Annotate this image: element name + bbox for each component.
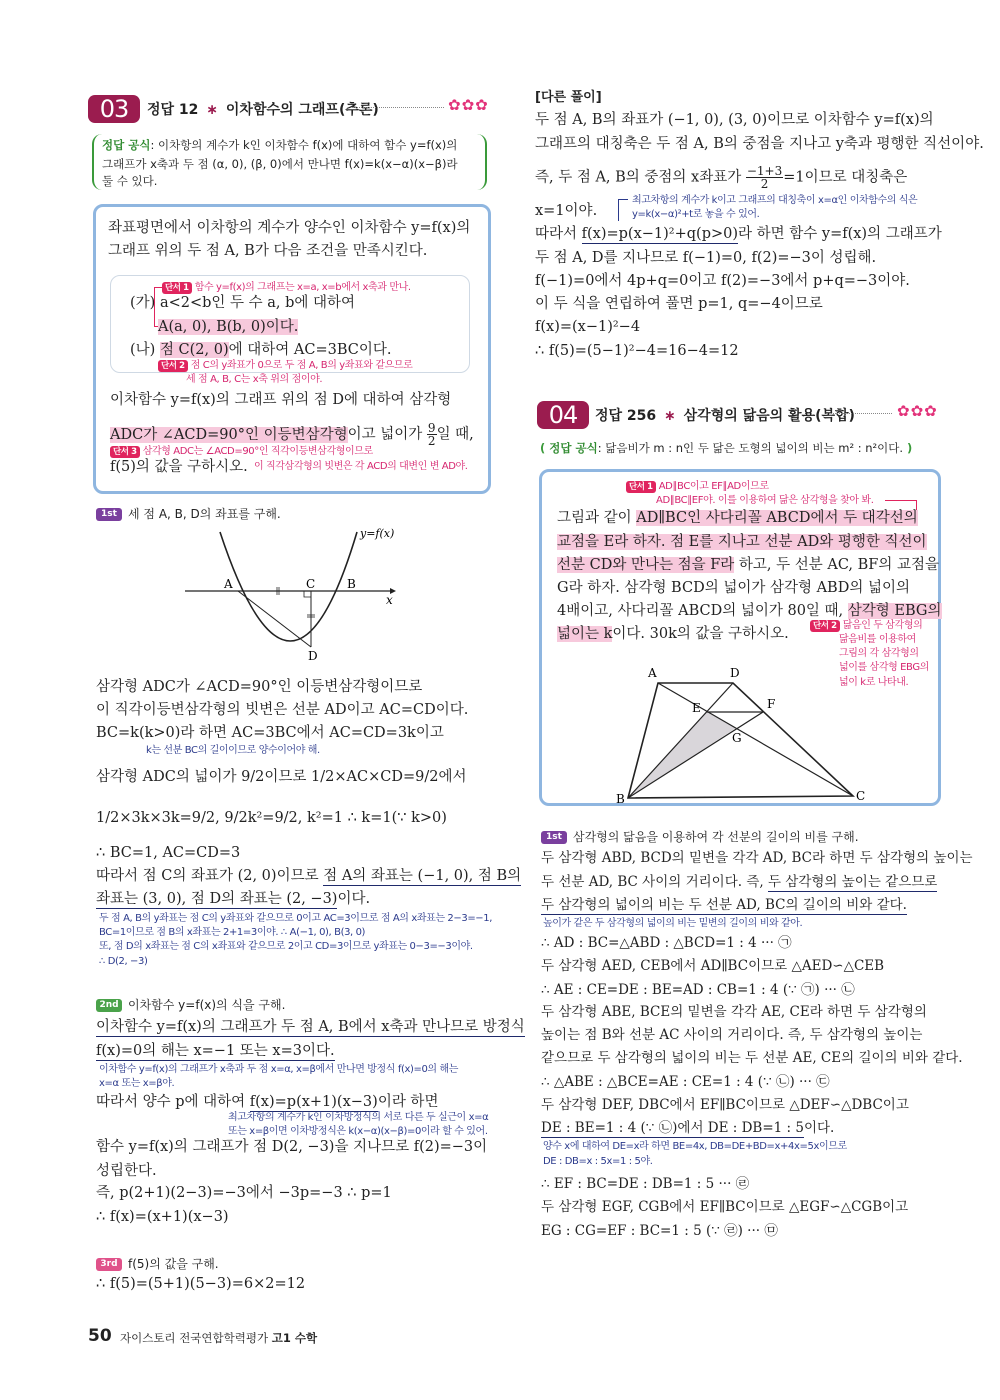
- alt-line-5b: f(x)=p(x−1)²+q(p>0): [581, 226, 739, 242]
- q04-line-5a: 4배이고, 사다리꼴 ABCD의 넓이가 80일 때,: [557, 603, 848, 619]
- frac-num: −1+3: [746, 164, 783, 178]
- body-2-text: 이고 넓이가: [347, 426, 423, 443]
- step2-line-7: ∴ f(x)=(x+1)(x−3): [96, 1209, 229, 1225]
- fraction-9-2: [427, 422, 437, 447]
- q04-hint-2: [810, 619, 922, 632]
- q04-step1-line-3-text: 두 삼각형의 넓이의 비는 두 선분 AD, BC의 길이의 비와 같다.: [541, 897, 907, 913]
- alt-rest-2: f(−1)=0에서 4p+q=0이고 f(2)=−3에서 p+q=−3이야.: [535, 273, 910, 289]
- q04-line-1a: 그림과 같이: [557, 510, 637, 526]
- hint-tag-1: 단서 1: [162, 282, 192, 294]
- difficulty-stars: ✿✿✿: [897, 402, 938, 420]
- answer-formula-box: [92, 134, 487, 190]
- paren-close: ): [903, 441, 913, 455]
- q04-line-3: [557, 555, 939, 575]
- step2-line-5: 성립한다.: [96, 1163, 157, 1179]
- q03-step3-title: [96, 1255, 219, 1272]
- answer-value: 정답 12: [147, 102, 199, 118]
- label-D: D: [308, 649, 318, 663]
- q04-line-6a: 넓이는 k: [557, 626, 613, 642]
- coord-1a: 따라서 점 C의 좌표가 (2, 0)이므로: [96, 868, 324, 884]
- problem-body-2: [110, 422, 474, 447]
- q04-step1-eq-3: ∴ AE : CE=DE : BE=AD : CB=1 : 4 (∵ ㉠) ··· ㉡: [541, 982, 855, 998]
- formula-label: 정답 공식: [102, 138, 151, 152]
- q04-step1-eq-8: 두 삼각형 DEF, DBC에서 EF∥BC이므로 △DEF∽△DBC이고: [541, 1097, 909, 1113]
- step2-line-2: [96, 1041, 335, 1061]
- label-B: B: [347, 577, 356, 591]
- q04-step1-title: [541, 828, 859, 845]
- step2-line-2-text: f(x)=0의 해는 x=−1 또는 x=3이다.: [96, 1043, 335, 1059]
- label-F: F: [767, 697, 776, 711]
- body-2-highlight: ADC가 ∠ACD=90°인 이등변삼각형: [110, 426, 348, 443]
- label-curve: y=f(x): [360, 527, 395, 540]
- step-badge-1st: 1st: [96, 508, 122, 521]
- note-arrow-line: [618, 199, 628, 221]
- answer-value: 정답 256: [595, 408, 657, 424]
- q04-step1-tail-2: 두 삼각형 EGF, CGB에서 EF∥BC이므로 △EGF∽△CGB이고: [541, 1199, 909, 1215]
- book-title: [120, 1330, 317, 1346]
- problem-intro-2: 그래프 위의 두 점 A, B가 다음 조건을 만족시킨다.: [108, 243, 428, 259]
- step-badge-2nd: 2nd: [96, 999, 122, 1012]
- trapezoid-figure: [600, 650, 880, 805]
- hint-tag-2: 단서 2: [810, 620, 840, 632]
- alt-note-1: 최고차항의 계수가 k이고 그래프의 대칭축이 x=α인 이차함수의 식은: [632, 195, 918, 206]
- q04-line-6: [557, 624, 789, 644]
- condition-na-text: 에 대하여 AC=3BC이다.: [228, 342, 392, 358]
- q04-step1-eq-5: 높이는 점 B와 선분 AC 사이의 거리이다. 즉, 두 삼각형의 높이는: [541, 1027, 923, 1043]
- alt-line-5a: 따라서: [535, 226, 582, 242]
- step2-note-4: 또는 x=β이면 이차방정식은 k(x−α)(x−β)=0이라 할 수 있어.: [228, 1126, 488, 1137]
- question-number-badge: 03: [88, 95, 140, 123]
- label-B: B: [616, 792, 625, 805]
- q04-step1-eq-9-end: 이다.: [803, 1120, 835, 1136]
- label-x: x: [386, 593, 393, 607]
- step-badge-1st: 1st: [541, 831, 567, 844]
- alt-rest-1: 두 점 A, D를 지나므로 f(−1)=0, f(2)=−3이 성립해.: [535, 250, 877, 266]
- hint-2-line-1: 닮음인 두 삼각형의: [842, 620, 923, 631]
- frac-den: 2: [760, 177, 769, 191]
- alt-line-3-text: 즉, 두 점 A, B의 중점의 x좌표가: [535, 169, 742, 186]
- q04-line-3b: 하고, 두 선분 AC, BF의 교점을: [734, 557, 939, 573]
- problem-body-1: 이차함수 y=f(x)의 그래프 위의 점 D에 대하여 삼각형: [110, 392, 452, 408]
- leader-dots: [826, 413, 892, 414]
- condition-na: [130, 340, 391, 360]
- step2-line-1-text: 이차함수 y=f(x)의 그래프가 두 점 A, B에서 x축과 만나므로 방정식: [96, 1019, 525, 1035]
- q04-step1-eq-2: 두 삼각형 AED, CEB에서 AD∥BC이므로 △AED∽△CEB: [541, 958, 885, 974]
- q04-step1-title-text: 삼각형의 닮음을 이용하여 각 선분의 길이의 비를 구해.: [573, 830, 859, 844]
- paren-open: (: [540, 441, 550, 455]
- label-D: D: [730, 666, 740, 680]
- step2-line-3c: 이라 하면: [377, 1094, 439, 1110]
- parabola-graph: [180, 520, 420, 670]
- q04-step1-note-1: 높이가 같은 두 삼각형의 넓이의 비는 밑변의 길이의 비와 같아.: [543, 918, 803, 929]
- label-C: C: [856, 789, 866, 803]
- q04-step1-eq-9: [541, 1118, 834, 1138]
- step1-coord-line-1: [96, 866, 521, 886]
- leader-dots: [352, 107, 444, 108]
- step1-line-4: 삼각형 ADC의 넓이가 9/2이므로 1/2×AC×CD=9/2에서: [96, 769, 467, 785]
- q04-step1-note-2: 양수 x에 대하여 DE=x라 하면 BE=4x, DB=DE+BD=x+4x=5x이므로: [543, 1141, 847, 1152]
- q04-step1-note-3: DE : DB=x : 5x=1 : 5야.: [543, 1156, 653, 1167]
- condition-na-highlight: 점 C(2, 0): [159, 342, 229, 358]
- difficulty-stars: ✿✿✿: [448, 96, 489, 114]
- q04-step1-line-2a: 두 선분 AD, BC 사이의 거리이다. 즉,: [541, 874, 768, 890]
- hint-2-line-3: 그림의 각 삼각형의: [839, 648, 919, 659]
- book-subject: 고1 수학: [271, 1331, 318, 1345]
- q04-step1-line-1: 두 삼각형 ABD, BCD의 밑변을 각각 AD, BC라 하면 두 삼각형의 높이는: [541, 850, 973, 866]
- alt-line-5c: 라 하면 함수 y=f(x)의 그래프가: [738, 226, 942, 242]
- step1-line-3: BC=k(k>0)라 하면 AC=3BC에서 AC=CD=3k이고: [96, 725, 444, 741]
- step2-line-3b: f(x)=p(x+1)(x−3): [249, 1094, 378, 1110]
- problem-intro-1: 좌표평면에서 이차항의 계수가 양수인 이차함수 y=f(x)의: [108, 220, 471, 236]
- hint-tag-3: 단서 3: [110, 446, 140, 458]
- q04-line-1b: AD∥BC인 사다리꼴 ABCD에서 두 대각선의: [636, 510, 918, 526]
- topic-label: 이차함수의 그래프(추론): [225, 102, 379, 118]
- condition-na-label: (나): [130, 342, 156, 358]
- step1-note-k: k는 선분 BC의 길이이므로 양수이어야 해.: [146, 745, 320, 756]
- alt-line-2: 그래프의 대칭축은 두 점 A, B의 중점을 지나고 y축과 평행한 직선이야.: [535, 136, 984, 152]
- alt-note-2: y=k(x−α)²+t로 놓을 수 있어.: [632, 209, 760, 220]
- alt-rest-5: ∴ f(5)=(5−1)²−4=16−4=12: [535, 343, 739, 359]
- asterisk-icon: ∗: [206, 102, 219, 118]
- asterisk-icon: ∗: [664, 408, 676, 424]
- q04-step1-eq-6: 같으므로 두 삼각형의 넓이의 비는 두 선분 AE, CE의 길이의 비와 같다.: [541, 1050, 963, 1066]
- step1-note-3: 또, 점 D의 x좌표는 점 C의 x좌표와 같으므로 2이고 CD=3이므로 y좌표는 0−3=−3이야.: [99, 941, 473, 952]
- formula-text-1: : 이차항의 계수가 k인 이차함수 f(x)에 대하여 함수 y=f(x)의: [150, 138, 458, 152]
- q04-line-5: [557, 601, 942, 621]
- step1-note-4: ∴ D(2, −3): [99, 956, 148, 967]
- alt-line-5: [535, 224, 942, 244]
- step-badge-3rd: 3rd: [96, 1258, 122, 1271]
- step2-note-3: 최고차항의 계수가 k인 이차방정식의 서로 다른 두 실근이 x=α: [228, 1112, 489, 1123]
- frac-den: 2: [427, 434, 436, 448]
- condition-ga-text-2: A(a, 0), B(b, 0)이다.: [158, 319, 299, 335]
- label-E: E: [692, 701, 701, 715]
- condition-ga-text-1: a<2<b인 두 수 a, b에 대하여: [159, 295, 356, 311]
- hint-2: [158, 359, 412, 372]
- hint-2-line-5: 넓이 k로 나타내.: [839, 677, 909, 688]
- hint-2-line-4: 넓이를 삼각형 EBG의: [839, 662, 929, 673]
- q04-line-2: [557, 532, 927, 552]
- label-C: C: [306, 577, 316, 591]
- label-G: G: [732, 731, 742, 745]
- q04-answer-formula: [540, 440, 912, 456]
- q04-step1-line-2b: 두 삼각형의 높이는 같으므로: [767, 874, 938, 890]
- condition-ga: [130, 293, 355, 313]
- condition-ga-2: [158, 317, 298, 337]
- hint-3-text-1: 삼각형 ADC는 ∠ACD=90°인 직각이등변삼각형이므로: [142, 446, 373, 457]
- q04-step1-line-2: [541, 872, 937, 892]
- hint-tag-2: 단서 2: [158, 360, 188, 372]
- step1-line-6: ∴ BC=1, AC=CD=3: [96, 845, 241, 861]
- problem-body-3: f(5)의 값을 구하시오.: [110, 459, 248, 475]
- q04-line-6b: 이다. 30k의 값을 구하시오.: [612, 626, 789, 642]
- step1-line-1: 삼각형 ADC가 ∠ACD=90°인 이등변삼각형이므로: [96, 679, 423, 695]
- q04-line-2-text: 교점을 E라 하자. 점 E를 지나고 선분 AD와 평행한 직선이: [557, 534, 927, 550]
- frac-num: 9: [427, 421, 436, 435]
- step1-title-text: 세 점 A, B, D의 좌표를 구해.: [128, 507, 281, 521]
- q03-step2-title: [96, 996, 285, 1013]
- hint-tag-1: 단서 1: [626, 481, 656, 493]
- answer-label: [147, 99, 379, 119]
- alt-rest-3: 이 두 식을 연립하여 풀면 p=1, q=−4이므로: [535, 296, 823, 312]
- alt-line-3: [535, 165, 907, 190]
- step1-coord-line-2: [96, 889, 370, 909]
- q04-step1-eq-4: 두 삼각형 ABE, BCE의 밑변을 각각 AE, CE라 하면 두 삼각형의: [541, 1004, 927, 1020]
- topic-label: 삼각형의 닮음의 활용(복합): [683, 408, 855, 424]
- formula-text: : 닮음비가 m : n인 두 닮은 도형의 넓이의 비는 m² : n²이다.: [597, 441, 904, 455]
- page-number: 50: [88, 1326, 112, 1346]
- q04-line-5b: 삼각형 EBG의: [847, 603, 942, 619]
- answer-label: [595, 405, 855, 425]
- q04-step1-eq-9-ul: DE : BE=1 : 4 (∵ ㉡)에서 DE : DB=1 : 5: [541, 1120, 804, 1136]
- q04-line-1: [557, 508, 918, 528]
- book-title-text: 자이스토리 전국연합학력평가: [120, 1331, 269, 1345]
- step2-note-1: 이차함수 y=f(x)의 그래프가 x축과 두 점 x=α, x=β에서 만나면 방정식 f(x)=0의 해는: [99, 1064, 458, 1075]
- hint-1-text: 함수 y=f(x)의 그래프는 x=a, x=b에서 x축과 만나.: [194, 282, 411, 293]
- q04-hint-1-text-1: AD∥BC이고 EF∥AD이므로: [658, 481, 769, 492]
- hint-3-text-2: 이 직각삼각형의 빗변은 각 ACD의 대변인 변 AD야.: [254, 461, 468, 472]
- step1-line-5: 1/2×3k×3k=9/2, 9/2k²=9/2, k²=1 ∴ k=1(∵ k>0): [96, 810, 447, 826]
- formula-label: 정답 공식: [549, 441, 598, 455]
- label-A: A: [648, 666, 657, 680]
- step2-line-4: 함수 y=f(x)의 그래프가 점 D(2, −3)을 지나므로 f(2)=−3이: [96, 1139, 488, 1155]
- q04-step1-tail-3: EG : CG=EF : BC=1 : 5 (∵ ㉣) ··· ㉤: [541, 1223, 778, 1239]
- alt-solution-heading: [다른 풀이]: [535, 90, 602, 105]
- formula-text-2: 그래프가 x축과 두 점 (α, 0), (β, 0)에서 만나면 f(x)=k(x−α)(x−β)라: [102, 157, 458, 171]
- q04-step1-eq-7: ∴ △ABE : △BCE=AE : CE=1 : 4 (∵ ㉡) ··· ㉢: [541, 1074, 830, 1090]
- step2-line-6: 즉, p(2+1)(2−3)=−3에서 −3p=−3 ∴ p=1: [96, 1185, 392, 1201]
- step1-line-2: 이 직각이등변삼각형의 빗변은 선분 AD이고 AC=CD이다.: [96, 702, 469, 718]
- step1-note-2: BC=1이므로 점 B의 x좌표는 2+1=3이야. ∴ A(−1, 0), B(3, 0): [99, 927, 366, 938]
- hint-2-text-2: 세 점 A, B, C는 x축 위의 점이야.: [186, 374, 323, 385]
- hint-2-text-1: 점 C의 y좌표가 0으로 두 점 A, B의 y좌표와 같으므로: [190, 360, 413, 371]
- step3-title-text: f(5)의 값을 구해.: [128, 1257, 219, 1271]
- coord-2a: 좌표는 (3, 0), 점 D의 좌표는 (2, −3): [96, 891, 338, 907]
- step1-note-1: 두 점 A, B의 y좌표는 점 C의 y좌표와 같으므로 0이고 AC=3이므로 점 A의 x좌표는 2−3=−1,: [99, 913, 493, 924]
- q04-step1-tail-1: ∴ EF : BC=DE : DB=1 : 5 ··· ㉣: [541, 1176, 750, 1192]
- hint-2-line-2: 닮음비를 이용하여: [839, 634, 916, 645]
- q04-hint-1: [626, 480, 769, 493]
- formula-text-3: 둘 수 있다.: [102, 174, 158, 188]
- step2-note-2: x=α 또는 x=β야.: [99, 1078, 175, 1089]
- fraction-midpoint: [746, 165, 783, 190]
- alt-line-4: x=1이야.: [535, 203, 598, 219]
- condition-ga-label: (가): [130, 295, 156, 311]
- step2-line-1: [96, 1017, 525, 1037]
- alt-rest-4: f(x)=(x−1)²−4: [535, 319, 641, 335]
- step2-line-3: [96, 1092, 438, 1112]
- label-A: A: [224, 577, 233, 591]
- alt-line-1: 두 점 A, B의 좌표가 (−1, 0), (3, 0)이므로 이차함수 y=f(x)의: [535, 112, 934, 128]
- q04-step1-eq-1: ∴ AD : BC=△ABD : △BCD=1 : 4 ··· ㉠: [541, 935, 792, 951]
- step2-line-3a: 따라서 양수 p에 대하여: [96, 1094, 250, 1110]
- q04-hint-1-text-2: AD∥BC∥EF야. 이를 이용하여 닮은 삼각형을 찾아 봐.: [656, 495, 874, 506]
- alt-line-3-end: =1이므로 대칭축은: [783, 169, 908, 186]
- coord-2b: 이다.: [337, 891, 371, 907]
- step2-title-text: 이차함수 y=f(x)의 식을 구해.: [128, 998, 286, 1012]
- coord-1b: 점 A의 좌표는 (−1, 0), 점 B의: [323, 868, 522, 884]
- question-number-badge: 04: [537, 401, 589, 429]
- q04-step1-line-3: [541, 895, 907, 915]
- step3-line-1: ∴ f(5)=(5+1)(5−3)=6×2=12: [96, 1276, 306, 1292]
- body-2-end: 일 때,: [436, 426, 474, 443]
- q04-line-4: G라 하자. 삼각형 BCD의 넓이가 삼각형 ABD의 넓이의: [557, 580, 910, 596]
- q04-line-3a: 선분 CD와 만나는 점을 F라: [557, 557, 735, 573]
